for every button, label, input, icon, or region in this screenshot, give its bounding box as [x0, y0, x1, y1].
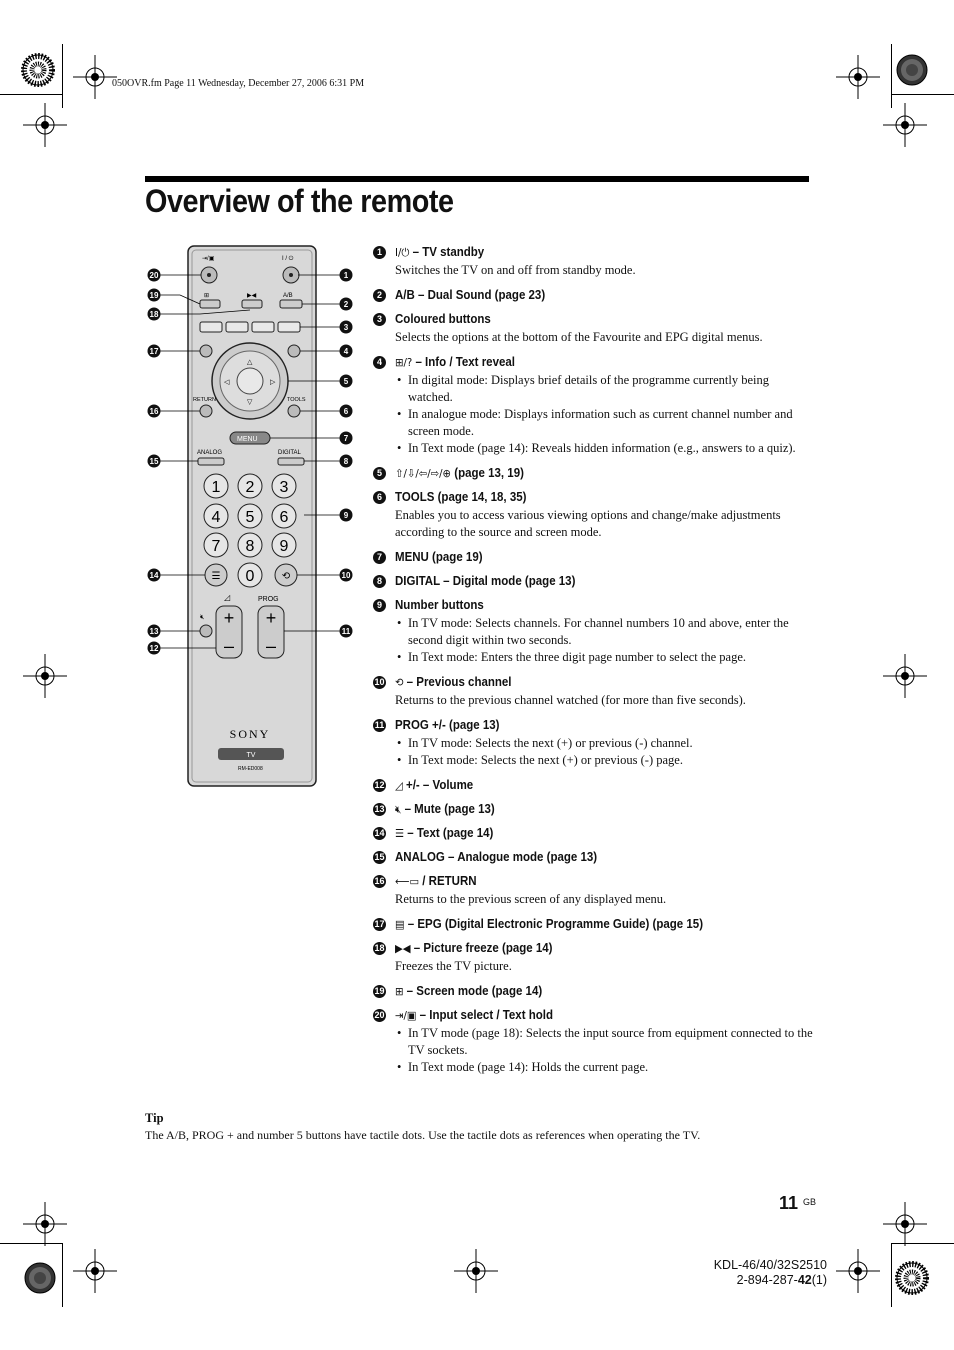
- freeze-icon: ▶◀: [395, 942, 411, 955]
- callout-number: 9: [343, 511, 349, 520]
- remote-prog-label: PROG: [258, 596, 279, 603]
- callout-number: 2: [343, 300, 349, 309]
- svg-text:SONY: SONY: [229, 727, 271, 741]
- callout-number: 6: [343, 407, 349, 416]
- remote-digit-label: 0: [245, 568, 255, 585]
- callout-number: 14: [149, 571, 159, 580]
- remote-digit-label: 5: [245, 509, 255, 526]
- epg-icon: ▤: [395, 918, 405, 931]
- entry-heading: – Mute (page 13): [404, 801, 495, 816]
- remote-digit-label: 9: [279, 538, 289, 555]
- entry-item: [373, 593, 813, 666]
- entry-item: [373, 869, 813, 908]
- entry-number: 16: [374, 876, 385, 886]
- entry-heading: – TV standby: [412, 244, 485, 259]
- entry-description: Enables you to access various viewing options and change/make adjustments according to the source and screen mode.: [395, 508, 781, 539]
- callout-number: 3: [343, 323, 349, 332]
- callout-number: 10: [341, 571, 351, 580]
- entry-heading: – Picture freeze (page 14): [413, 941, 553, 955]
- entry-number: 2: [373, 289, 386, 302]
- callout-number: 16: [149, 407, 159, 416]
- entries-list: [373, 240, 813, 1080]
- entry-heading: – Info / Text reveal: [415, 355, 515, 369]
- entry-heading: A/B – Dual Sound (page 23): [395, 288, 546, 302]
- callout-number: 19: [149, 291, 159, 300]
- entry-heading: – Previous channel: [406, 675, 512, 689]
- entry-heading: DIGITAL – Digital mode (page 13): [395, 574, 576, 588]
- entry-item: [373, 797, 813, 821]
- svg-text:ANALOG: ANALOG: [197, 450, 223, 456]
- callout-number: 18: [149, 310, 159, 319]
- entry-heading: – Input select / Text hold: [419, 1008, 554, 1022]
- entry-heading: PROG +/- (page 13): [395, 718, 500, 732]
- callout-number: 15: [149, 457, 159, 466]
- text-icon: ☰: [395, 827, 405, 840]
- callout-number: 7: [343, 434, 349, 443]
- bullet-item: • In Text mode: Selects the next (+) or previous (-) page.: [395, 752, 813, 769]
- input-icon: ⇥/▣: [395, 1009, 417, 1022]
- bullet-item: • In digital mode: Displays brief details of the programme currently being watched.: [395, 372, 813, 406]
- remote-digit-label: 1: [211, 479, 221, 496]
- svg-text:RETURN: RETURN: [193, 397, 216, 403]
- return-icon: ⟵▭: [395, 875, 420, 888]
- mute-icon: 🔇︎: [395, 802, 402, 816]
- svg-text:⇥/▣: ⇥/▣: [202, 256, 215, 262]
- remote-digit-label: 7: [211, 538, 221, 555]
- entry-heading: (page 13, 19): [454, 466, 524, 480]
- tip-text: The A/B, PROG + and number 5 buttons have tactile dots. Use the tactile dots as references when operating the TV.: [145, 1128, 701, 1142]
- entry-item: [373, 569, 813, 593]
- entry-number: 1: [373, 246, 386, 259]
- entry-bullets: [395, 1025, 813, 1076]
- entry-heading: / RETURN: [422, 874, 477, 888]
- entry-number: 18: [374, 943, 385, 953]
- remote-illustration: [140, 240, 370, 795]
- entry-description: Switches the TV on and off from standby mode.: [395, 263, 636, 277]
- bullet-item: • In Text mode: Enters the three digit page number to select the page.: [395, 649, 813, 666]
- entry-heading: – EPG (Digital Electronic Programme Guide) (page 15): [407, 917, 704, 931]
- remote-digit-label: 6: [279, 509, 289, 526]
- svg-text:△: △: [247, 359, 253, 366]
- svg-text:▷: ▷: [270, 379, 276, 386]
- svg-text:+: +: [265, 608, 277, 628]
- remote-digit-label: 3: [279, 479, 289, 496]
- entry-item: [373, 461, 813, 485]
- entry-heading: Number buttons: [395, 598, 484, 612]
- model-line1: KDL-46/40/32S2510: [713, 1258, 827, 1272]
- callout-number: 11: [341, 627, 351, 636]
- tip-label: Tip: [145, 1111, 164, 1125]
- entry-item: [373, 545, 813, 569]
- entry-bullets: [395, 372, 813, 457]
- entry-description: Returns to the previous screen of any displayed menu.: [395, 892, 667, 906]
- svg-text:⊞: ⊞: [204, 293, 210, 299]
- callout-number: 13: [149, 627, 159, 636]
- entry-heading: Coloured buttons: [395, 312, 491, 326]
- svg-text:🔇︎: 🔇︎: [200, 614, 205, 621]
- model-info: [714, 1258, 827, 1288]
- entry-number: 13: [374, 804, 385, 814]
- callout-number: 5: [343, 377, 349, 386]
- entry-bullets: [395, 615, 813, 666]
- bullet-item: • In Text mode (page 14): Reveals hidden information (e.g., answers to a quiz).: [395, 440, 813, 457]
- model-line2: 2-894-287-42(1): [736, 1273, 827, 1287]
- svg-text:◁: ◁: [224, 379, 230, 386]
- entry-number: 9: [373, 599, 386, 612]
- callout-number: 12: [149, 644, 159, 653]
- entry-item: [373, 713, 813, 769]
- svg-text:⟲: ⟲: [281, 571, 291, 582]
- entry-heading: +/- – Volume: [405, 778, 474, 792]
- entry-number: 11: [374, 720, 385, 730]
- entry-bullets: [395, 735, 813, 769]
- svg-text:–: –: [223, 636, 235, 656]
- entry-heading: MENU (page 19): [395, 550, 483, 564]
- svg-text:–: –: [265, 636, 277, 656]
- svg-text:A/B: A/B: [283, 293, 293, 299]
- entry-heading: TOOLS (page 14, 18, 35): [395, 490, 527, 504]
- entry-number: 20: [374, 1010, 385, 1020]
- bullet-item: • In TV mode: Selects the next (+) or previous (-) channel.: [395, 735, 813, 752]
- callout-number: 4: [343, 347, 349, 356]
- entry-number: 19: [374, 986, 385, 996]
- svg-text:▶◀: ▶◀: [247, 293, 257, 299]
- screen-mode-icon: ⊞: [395, 985, 404, 998]
- info-icon: ⊞/?: [395, 356, 413, 369]
- entry-number: 7: [373, 551, 386, 564]
- callout-number: 17: [149, 347, 159, 356]
- page-title: Overview of the remote: [145, 183, 454, 219]
- entry-item: [373, 670, 813, 709]
- entry-item: [373, 307, 813, 346]
- svg-text:+: +: [223, 608, 235, 628]
- entry-item: [373, 283, 813, 307]
- entry-item: [373, 485, 813, 541]
- page-number: 11: [779, 1193, 799, 1213]
- entry-item: [373, 912, 813, 936]
- entry-description: Freezes the TV picture.: [395, 959, 512, 973]
- entry-number: 15: [374, 852, 385, 862]
- svg-text:DIGITAL: DIGITAL: [278, 450, 301, 456]
- entry-description: Returns to the previous channel watched (for more than five seconds).: [395, 693, 746, 707]
- bullet-item: • In TV mode: Selects channels. For channel numbers 10 and above, enter the second digit within two seconds.: [395, 615, 813, 649]
- entry-item: [373, 979, 813, 1003]
- bullet-item: • In TV mode (page 18): Selects the input source from equipment connected to the TV sockets.: [395, 1025, 813, 1059]
- entry-item: [373, 240, 813, 279]
- svg-text:TOOLS: TOOLS: [287, 397, 306, 403]
- entry-description: Selects the options at the bottom of the Favourite and EPG digital menus.: [395, 330, 763, 344]
- volume-icon: ◿: [395, 779, 403, 792]
- callout-number: 1: [343, 271, 349, 280]
- entry-number: 3: [373, 313, 386, 326]
- entry-number: 6: [373, 491, 386, 504]
- callout-number: 20: [149, 271, 159, 280]
- entry-number: 17: [374, 919, 385, 929]
- arrows-icon: ⇧/⇩/⇦/⇨/⊕: [395, 467, 452, 480]
- svg-text:TV: TV: [246, 752, 256, 759]
- entry-item: [373, 845, 813, 869]
- entry-item: [373, 350, 813, 457]
- entry-heading: ANALOG – Analogue mode (page 13): [395, 850, 598, 864]
- entry-number: 10: [374, 677, 385, 687]
- entry-number: 4: [373, 356, 386, 369]
- remote-power-label: I / ⏻: [282, 256, 294, 262]
- callout-number: 8: [343, 457, 349, 466]
- file-info: 050OVR.fm Page 11 Wednesday, December 27, 2006 6:31 PM: [112, 78, 365, 89]
- title-rule: [145, 176, 809, 182]
- entry-number: 5: [373, 467, 386, 480]
- entry-number: 8: [373, 575, 386, 588]
- entry-item: [373, 936, 813, 975]
- svg-text:◿: ◿: [224, 593, 231, 602]
- remote-digit-label: 8: [245, 538, 255, 555]
- svg-text:☰: ☰: [211, 571, 221, 582]
- bullet-item: • In analogue mode: Displays information such as current channel number and screen mode.: [395, 406, 813, 440]
- entry-item: [373, 821, 813, 845]
- entry-number: 12: [374, 780, 385, 790]
- entry-number: 14: [374, 828, 385, 838]
- svg-text:RM-ED008: RM-ED008: [238, 766, 263, 772]
- power-icon: I/⏻: [395, 245, 410, 259]
- page-lang: GB: [803, 1197, 817, 1207]
- entry-item: [373, 773, 813, 797]
- previous-channel-icon: ⟲: [395, 676, 404, 689]
- remote-digit-label: 2: [245, 479, 255, 496]
- entry-item: [373, 1003, 813, 1076]
- svg-text:MENU: MENU: [237, 436, 258, 443]
- entry-heading: – Text (page 14): [407, 826, 494, 840]
- remote-digit-label: 4: [211, 509, 221, 526]
- entry-heading: – Screen mode (page 14): [406, 984, 543, 998]
- bullet-item: • In Text mode (page 14): Holds the current page.: [395, 1059, 813, 1076]
- svg-text:▽: ▽: [247, 399, 253, 406]
